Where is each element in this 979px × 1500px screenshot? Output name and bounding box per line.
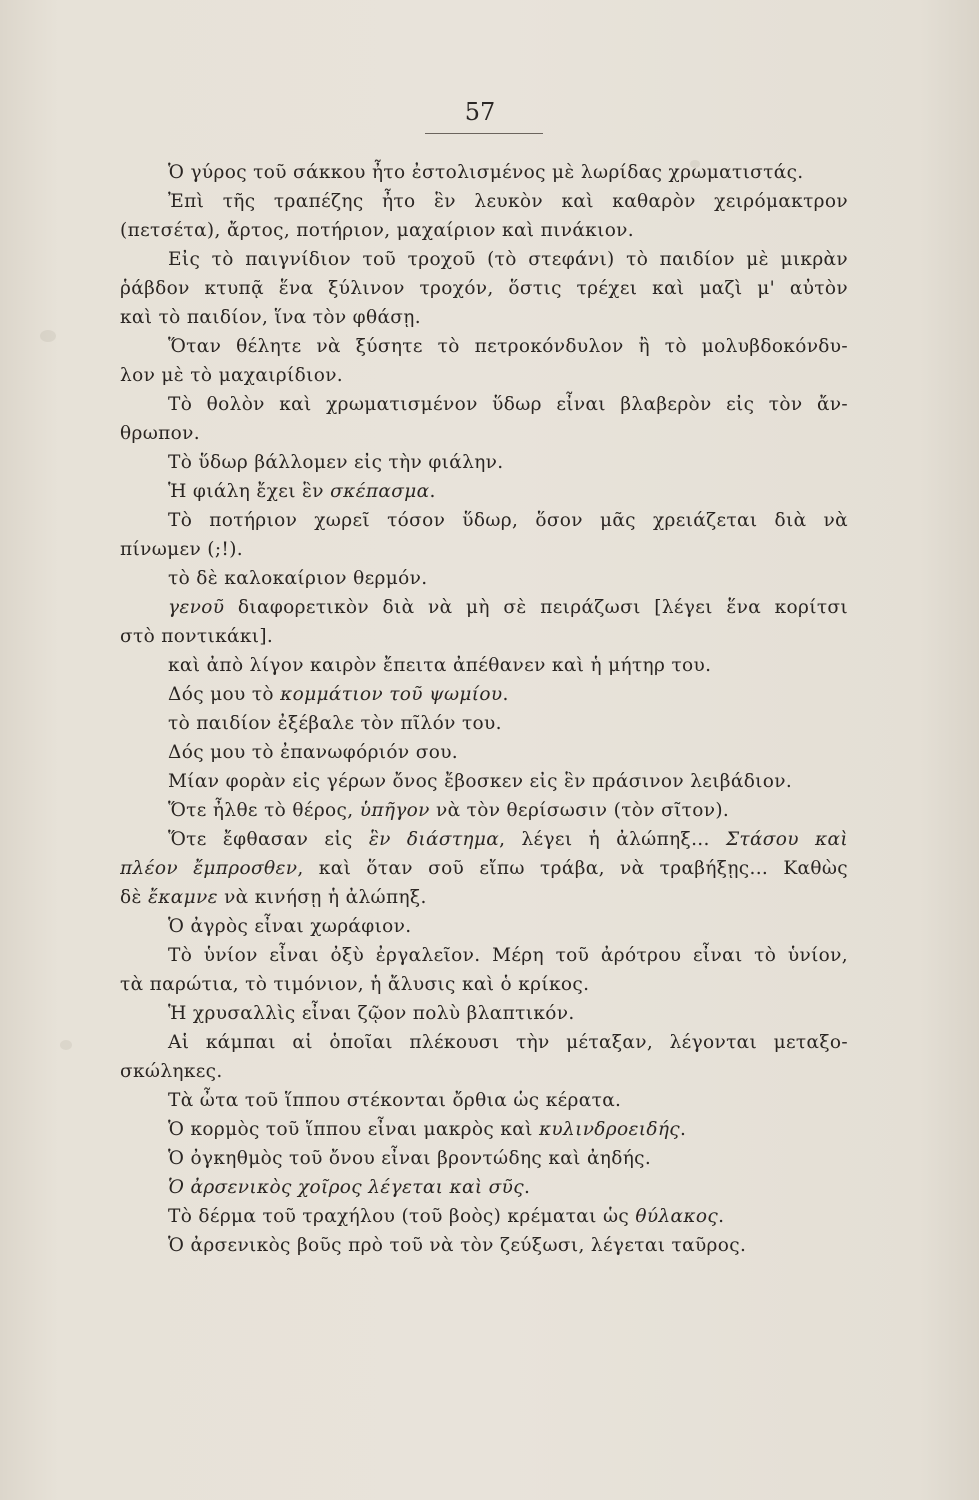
text-line xyxy=(120,651,848,680)
text-run: Ὁ γύρος τοῦ σάκκου ἦτο ἐστολισμένος μὲ λωρίδας χρωματιστάς. xyxy=(168,162,804,183)
page-text xyxy=(120,158,848,1260)
italic-text: ἔκαμνε xyxy=(148,887,218,908)
italic-text: πλέον ἔμπροσθεν xyxy=(120,858,298,879)
text-run: καὶ τὸ παιδίον, ἵνα τὸν φθάσῃ. xyxy=(120,307,421,328)
text-line xyxy=(120,564,848,593)
text-line xyxy=(120,187,848,216)
paper-stain xyxy=(40,330,56,342)
text-run: Τὸ ποτήριον χωρεῖ τόσον ὕδωρ, ὅσον μᾶς χρειάζεται διὰ νὰ xyxy=(168,510,848,531)
text-run: Ὁ ὀγκηθμὸς τοῦ ὄνου εἶναι βροντώδης καὶ ἀηδής. xyxy=(168,1148,652,1169)
text-run: Ὅταν θέλητε νὰ ξύσητε τὸ πετροκόνδυλον ἢ τὸ μολυβδοκόνδυ- xyxy=(168,336,848,357)
text-run: τὸ δὲ καλοκαίριον θερμόν. xyxy=(168,568,428,589)
text-line xyxy=(120,1202,848,1231)
text-run: . xyxy=(718,1206,725,1227)
text-line xyxy=(120,941,848,970)
text-line xyxy=(120,361,848,390)
italic-text: θύλακος xyxy=(635,1206,719,1227)
text-line xyxy=(120,1028,848,1057)
text-line xyxy=(120,332,848,361)
text-line xyxy=(120,1144,848,1173)
text-run: δὲ xyxy=(120,887,148,908)
text-run: τὰ παρώτια, τὸ τιμόνιον, ἡ ἄλυσις καὶ ὁ κρίκος. xyxy=(120,974,590,995)
text-line xyxy=(120,1057,848,1086)
text-run: Ὁ ἀγρὸς εἶναι χωράφιον. xyxy=(168,916,412,937)
text-run: Ἐπὶ τῆς τραπέζης ἦτο ἓν λευκὸν καὶ καθαρὸν χειρόμακτρον xyxy=(168,191,848,212)
text-run: Τὸ ὑνίον εἶναι ὀξὺ ἐργαλεῖον. Μέρη τοῦ ἀρότρου εἶναι τὸ ὑνίον, xyxy=(168,945,848,966)
italic-text: Στάσου καὶ xyxy=(725,829,848,850)
text-run: ῥάβδον κτυπᾷ ἕνα ξύλινον τροχόν, ὅστις τρέχει καὶ μαζὶ μ' αὐτὸν xyxy=(120,278,848,299)
text-run: Αἱ κάμπαι αἱ ὁποῖαι πλέκουσι τὴν μέταξαν, λέγονται μεταξο- xyxy=(168,1032,848,1053)
text-run: Τὸ ὕδωρ βάλλομεν εἰς τὴν φιάλην. xyxy=(168,452,504,473)
text-run: σκώληκες. xyxy=(120,1061,223,1082)
text-line xyxy=(120,158,848,187)
text-run: , λέγει ἡ ἀλώπηξ... xyxy=(499,829,726,850)
text-line xyxy=(120,245,848,274)
text-run: Τὰ ὦτα τοῦ ἵππου στέκονται ὄρθια ὡς κέρατα. xyxy=(168,1090,622,1111)
text-run: λον μὲ τὸ μαχαιρίδιον. xyxy=(120,365,344,386)
text-run: πίνωμεν (;!). xyxy=(120,539,244,560)
text-run: Ἡ φιάλη ἔχει ἓν xyxy=(168,481,331,502)
text-line xyxy=(120,448,848,477)
text-line xyxy=(120,506,848,535)
text-run: Ὁ κορμὸς τοῦ ἵππου εἶναι μακρὸς καὶ xyxy=(168,1119,539,1140)
text-run: Τὸ δέρμα τοῦ τραχήλου (τοῦ βοὸς) κρέμαται ὡς xyxy=(168,1206,636,1227)
text-run: καὶ ἀπὸ λίγον καιρὸν ἔπειτα ἀπέθανεν καὶ ἡ μήτηρ του. xyxy=(168,655,712,676)
text-run: Ὁ ἀρσενικὸς βοῦς πρὸ τοῦ νὰ τὸν ζεύξωσι, λέγεται ταῦρος. xyxy=(168,1235,747,1256)
italic-text: κυλινδροειδής xyxy=(538,1119,681,1140)
text-line xyxy=(120,796,848,825)
text-line xyxy=(120,1173,848,1202)
text-run: Ὅτε ἦλθε τὸ θέρος, xyxy=(168,800,360,821)
italic-text: Ὁ ἀρσενικὸς χοῖρος λέγεται καὶ σῦς xyxy=(168,1177,524,1198)
text-line xyxy=(120,825,848,854)
text-run: Ἡ χρυσαλλὶς εἶναι ζῷον πολὺ βλαπτικόν. xyxy=(168,1003,575,1024)
text-run: στὸ ποντικάκι]. xyxy=(120,626,274,647)
italic-text: ἓν διάστημα xyxy=(368,829,500,850)
text-line xyxy=(120,912,848,941)
text-line xyxy=(120,477,848,506)
text-run: Τὸ θολὸν καὶ χρωματισμένον ὕδωρ εἶναι βλαβερὸν εἰς τὸν ἄν- xyxy=(168,394,848,415)
page-number: 57 xyxy=(464,98,496,126)
text-line xyxy=(120,854,848,883)
italic-text: σκέπασμα xyxy=(330,481,430,502)
italic-text: ὑπῆγον xyxy=(359,800,430,821)
text-line xyxy=(120,274,848,303)
text-run: . xyxy=(523,1177,531,1198)
text-run: Εἰς τὸ παιγνίδιον τοῦ τροχοῦ (τὸ στεφάνι) τὸ παιδίον μὲ μικρὰν xyxy=(168,249,848,270)
text-run: τὸ παιδίον ἐξέβαλε τὸν πῖλόν του. xyxy=(168,713,502,734)
text-run: Μίαν φορὰν εἰς γέρων ὄνος ἔβοσκεν εἰς ἓν πράσινον λειβάδιον. xyxy=(168,771,793,792)
text-line xyxy=(120,622,848,651)
text-line xyxy=(120,303,848,332)
italic-text: κομμάτιον τοῦ ψωμίου xyxy=(280,684,503,705)
text-line xyxy=(120,709,848,738)
text-run: . xyxy=(502,684,509,705)
text-line xyxy=(120,216,848,245)
text-line xyxy=(120,767,848,796)
text-line xyxy=(120,1231,848,1260)
text-run: θρωπον. xyxy=(120,423,200,444)
paper-stain xyxy=(60,1040,72,1050)
text-run: Ὅτε ἔφθασαν εἰς xyxy=(168,829,369,850)
text-line xyxy=(120,680,848,709)
text-line xyxy=(120,390,848,419)
text-line xyxy=(120,535,848,564)
page-number-rule xyxy=(425,133,543,134)
text-run: νὰ τὸν θερίσωσιν (τὸν σῖτον). xyxy=(429,800,730,821)
text-run: (πετσέτα), ἄρτος, ποτήριον, μαχαίριον καὶ πινάκιον. xyxy=(120,220,635,241)
italic-text: γενοῦ xyxy=(168,597,225,618)
text-line xyxy=(120,738,848,767)
text-run: , καὶ ὅταν σοῦ εἴπω τράβα, νὰ τραβήξῃς... Καθὼς xyxy=(297,858,848,879)
text-run: νὰ κινήσῃ ἡ ἀλώπηξ. xyxy=(217,887,427,908)
text-line xyxy=(120,419,848,448)
text-line xyxy=(120,1086,848,1115)
text-run: Δός μου τὸ ἐπανωφόριόν σου. xyxy=(168,742,459,763)
text-run: Δός μου τὸ xyxy=(168,684,281,705)
text-line xyxy=(120,593,848,622)
text-line xyxy=(120,883,848,912)
text-run: διαφορετικὸν διὰ νὰ μὴ σὲ πειράζωσι [λέγει ἕνα κορίτσι xyxy=(224,597,848,618)
text-run: . xyxy=(680,1119,687,1140)
text-line xyxy=(120,999,848,1028)
text-line xyxy=(120,1115,848,1144)
text-run: . xyxy=(429,481,436,502)
text-line xyxy=(120,970,848,999)
